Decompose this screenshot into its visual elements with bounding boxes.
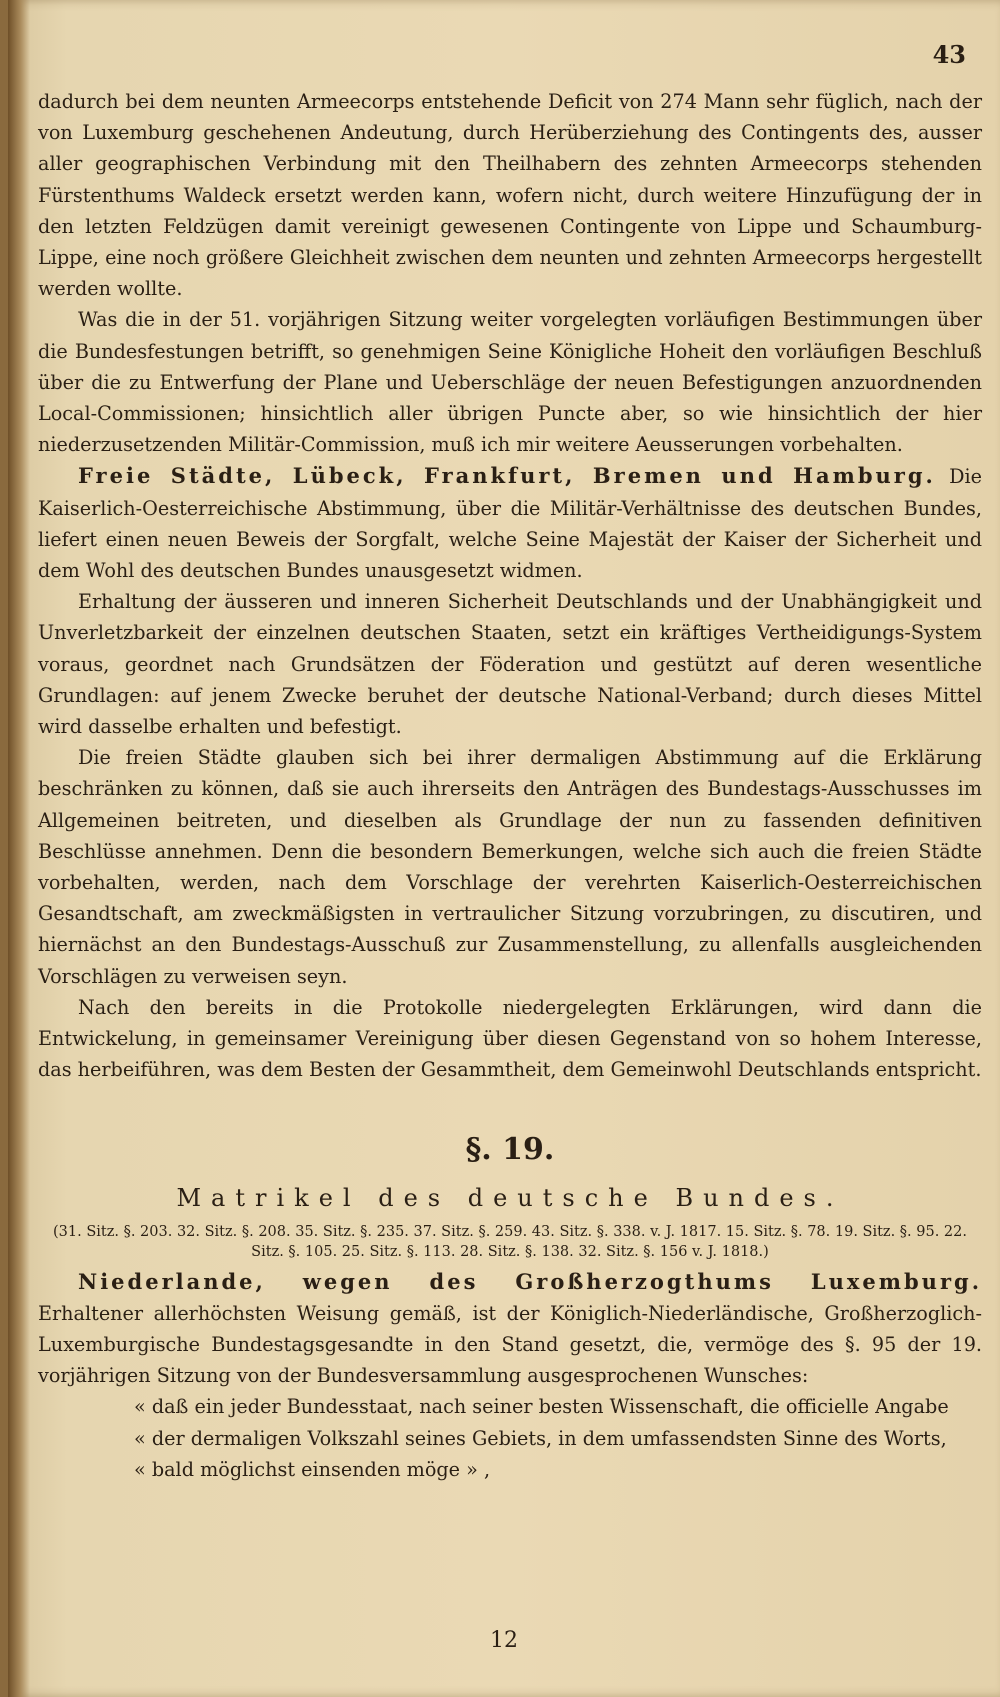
book-binding-shadow	[8, 0, 30, 1697]
paragraph-niederlande-text: Erhaltener allerhöchsten Weisung gemäß, ist der Königlich-Niederländische, Großherzoglich-Luxemburgische Bundestagsgesandte in den Stand gesetzt, die, vermöge des §. 95 der 19. vorjährigen Sitzung von der Bundesversammlung ausgesprochenen Wunsches:	[38, 1301, 982, 1388]
paragraph-niederlande	[38, 1266, 982, 1392]
section-references: (31. Sitz. §. 203. 32. Sitz. §. 208. 35. Sitz. §. 235. 37. Sitz. §. 259. 43. Sitz. §. 338. v. J. 1817. 15. Sitz. §. 78. 19. Sitz. §. 95. 22. Sitz. §. 105. 25. Sitz. §. 113. 28. Sitz. §. 138. 32. Sitz. §. 156 v. J. 1818.)	[53, 1223, 967, 1260]
paragraph-freie-staedte	[38, 460, 982, 586]
quote-line-1: « daß ein jeder Bundesstaat, nach seiner besten Wissenschaft, die officielle Angabe	[134, 1395, 949, 1419]
paragraph-bundesfestungen: Was die in der 51. vorjährigen Sitzung weiter vorgelegten vorläufigen Bestimmungen über die Bundesfestungen betrifft, so genehmigen Seine Königliche Hoheit den vorläufigen Beschluß über die zu Entwerfung der Plane und Ueberschläge der neuen Befestigungen anzuordnenden Local-Commissionen; hinsichtlich aller übrigen Puncte aber, so wie hinsichtlich der hier niederzusetzenden Militär-Commission, muß ich mir weitere Aeusserungen vorbehalten.	[38, 308, 982, 457]
book-page	[8, 0, 1000, 1697]
paragraph-deficit: dadurch bei dem neunten Armeecorps entstehende Deficit von 274 Mann sehr füglich, nach der von Luxemburg geschehenen Andeutung, durch Herüberziehung des Contingents des, ausser aller geographischen Verbindung mit den Theilhabern des zehnten Armeecorps stehenden Fürstenthums Waldeck ersetzt werden kann, wofern nicht, durch weitere Hinzufügung der in den letzten Feldzügen damit vereinigt gewesenen Contingente von Lippe und Schaumburg-Lippe, eine noch größere Gleichheit zwischen dem neunten und zehnten Armeecorps hergestellt werden wollte.	[38, 90, 982, 301]
speaker-niederlande: Niederlande, wegen des Großherzogthums Luxemburg.	[78, 1268, 982, 1294]
signature-mark: 12	[490, 1628, 518, 1653]
quote-line-3: « bald möglichst einsenden möge » ,	[134, 1457, 491, 1481]
section-number: §. 19.	[465, 1131, 555, 1167]
section-title: Matrikel des deutsche Bundes.	[176, 1183, 844, 1212]
page-content	[38, 34, 982, 1485]
paragraph-freien-staedte-glauben: Die freien Städte glauben sich bei ihrer dermaligen Abstimmung auf die Erklärung beschränken zu können, daß sie auch ihrerseits den Anträgen des Bundestags-Ausschusses im Allgemeinen beitreten, und dieselben als Grundlage der nun zu fassenden definitiven Beschlüsse annehmen. Denn die besondern Bemerkungen, welche sich auch die freien Städte vorbehalten, werden, nach dem Vorschlage der verehrten Kaiserlich-Oesterreichischen Gesandtschaft, am zweckmäßigsten in vertraulicher Sitzung vorzubringen, zu discutiren, und hiernächst an den Bundestags-Ausschuß zur Zusammenstellung, zu allenfalls ausgleichenden Vorschlägen zu verweisen seyn.	[38, 746, 982, 988]
page-number: 43	[932, 40, 966, 69]
quote-line-2: « der dermaligen Volkszahl seines Gebiets, in dem umfassendsten Sinne des Worts,	[134, 1426, 947, 1450]
paragraph-freie-staedte-text: Die Kaiserlich-Oesterreichische Abstimmung, über die Militär-Verhältnisse des deutschen Bundes, liefert einen neuen Beweis der Sorgfalt, welche Seine Majestät der Kaiser der Sicherheit und dem Wohl des deutschen Bundes unausgesetzt widmen.	[38, 465, 982, 583]
paragraph-protokolle: Nach den bereits in die Protokolle niedergelegten Erklärungen, wird dann die Entwickelung, in gemeinsamer Vereinigung über diesen Gegenstand von so hohem Interesse, das herbeiführen, was dem Besten der Gesammtheit, dem Gemeinwohl Deutschlands entspricht.	[38, 995, 982, 1082]
paragraph-erhaltung: Erhaltung der äusseren und inneren Sicherheit Deutschlands und der Unabhängigkeit und Unverletzbarkeit der einzelnen deutschen Staaten, setzt ein kräftiges Vertheidigungs-System voraus, geordnet nach Grundsätzen der Föderation und gestützt auf deren wesentliche Grundlagen: auf jenem Zwecke beruhet der deutsche National-Verband; durch dieses Mittel wird dasselbe erhalten und befestigt.	[38, 590, 982, 739]
speaker-freie-staedte: Freie Städte, Lübeck, Frankfurt, Bremen und Hamburg.	[78, 463, 936, 489]
